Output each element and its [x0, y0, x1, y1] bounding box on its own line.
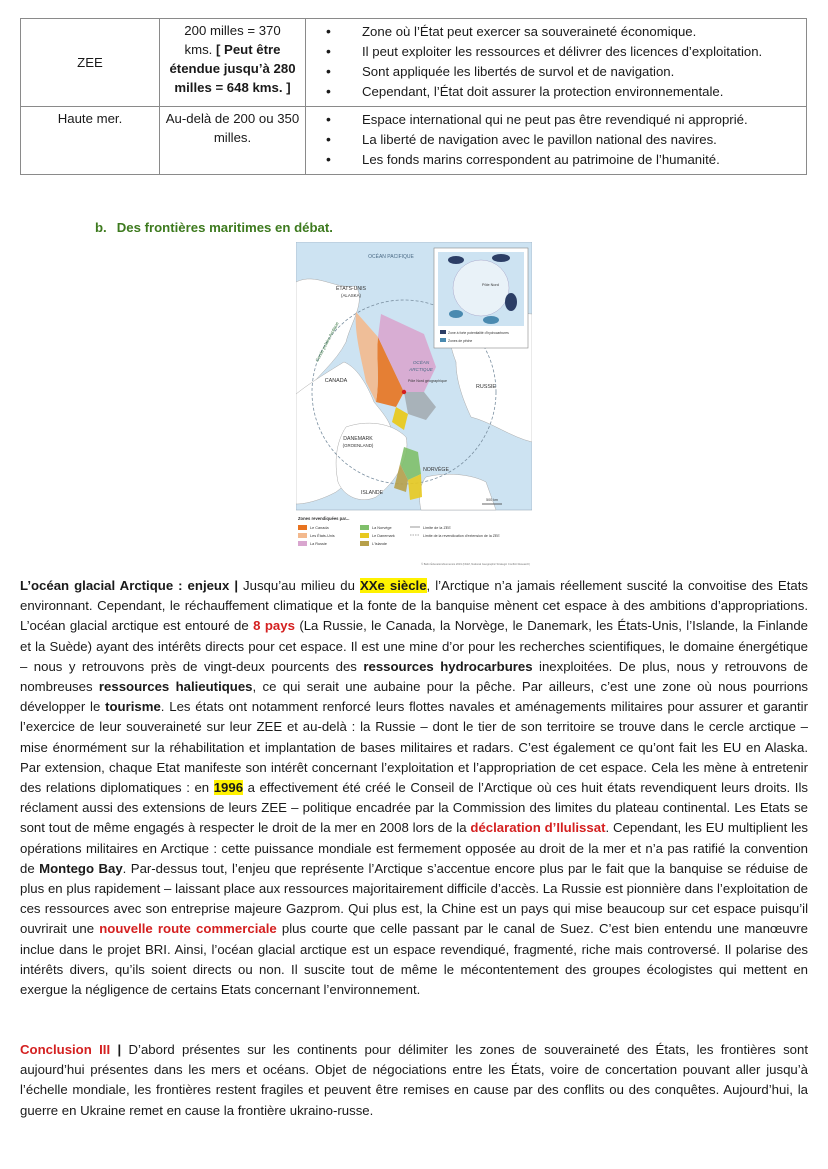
conclusion-paragraph — [20, 1040, 808, 1121]
arctic-map-figure — [296, 242, 532, 572]
description-cell — [306, 107, 807, 175]
table-row — [21, 107, 807, 175]
canada-label: CANADA — [324, 378, 348, 384]
distance-cell — [160, 19, 306, 107]
bullet-list — [314, 22, 800, 101]
inset-ice — [453, 260, 509, 316]
distance-text: 200 milles = 370 — [184, 23, 281, 38]
distance-text: kms. — [184, 42, 213, 57]
inset-hydrocarbon-zone — [505, 293, 517, 311]
highlight-1996: 1996 — [213, 780, 244, 796]
arctic-circle-label: Cercle polaire Arctique — [314, 321, 340, 363]
list-item: • Il peut exploiter les ressources et délivrer des licences d’exploitation. — [314, 42, 800, 61]
inset-pole-label: Pôle Nord — [482, 283, 499, 287]
norway-label: NORVÈGE — [423, 467, 449, 473]
map-credit: © Belin Éducation/Humensis 2019 (NGM, National Geographic Strategic Conflict Research) — [421, 563, 530, 566]
paragraph-text: . Par-dessus tout, l’enjeu que représente l’Arctique s’accentue encore plus par le fait que la banquise se réduise de plus en plus rapidement – laissant place aux ressources majoritairement difficile d’accès. La Russie est pionnière dans l’exploitation de ces ressources avec son entreprise majeure Gazprom. Qui plus est, la Chine est un pays qui mise beaucoup sur cet espace puisqu’il ouvrirait une — [20, 860, 808, 937]
list-item: • La liberté de navigation avec le pavillon national des navires. — [314, 130, 800, 149]
legend-swatch — [360, 525, 369, 530]
ocean-label: OCÉAN — [412, 360, 430, 365]
paragraph-text: Jusqu’au milieu du — [243, 578, 360, 593]
scale-label: 500 km — [486, 498, 498, 502]
distance-extension-text: [ Peut être étendue jusqu’à 280 milles = 648 kms. ] — [169, 42, 296, 95]
highlight-8-pays: 8 pays — [253, 618, 295, 634]
conclusion-text: D’abord présentes sur les continents pour délimiter les zones de souveraineté des États, les frontières sont aujourd’hui présentes dans les mers et océans. Objet de négociations entre les États, voire de concertation pouvant aller jusqu’à l’échelle mondiale, les frontières restent fragiles et peuvent être remises en cause par des conflits ou des conquêtes. Aujourd’hui, la guerre en Ukraine remet en cause la frontière ukraino-russe. — [20, 1042, 808, 1118]
paragraph-text: a effectivement été créé le Conseil de l’Arctique où ces huit états revendiquent leurs droits. Ils réclament aussi des extensions de leurs ZEE – politique encadrée par la Commission des limites du plateau continental. Les Etats se sont tout de même engagés à respecter le droit de la mer en 2008 lors de la — [20, 780, 808, 836]
pole-label: Pôle Nord géographique — [408, 379, 447, 383]
highlight-route-commerciale: nouvelle route commerciale — [99, 921, 277, 937]
north-pole-marker — [402, 390, 406, 394]
greenland-label: (GROENLAND) — [342, 443, 374, 448]
paragraph-text: plus courte que celle passant par le canal de Suez. C’est bien entendu une manœuvre inclue dans le projet BRI. Ainsi, l’océan glacial arctique est un espace revendiqué, fragmenté, riche mais controversé. Il polarise des intérêts divers, qu’ils soient directs ou non. Il suscite tout de même le mécontentement des groupes écologistes qui mettent en exergue la négligence de certains Etats concernant l’environnement. — [20, 921, 809, 998]
list-item: • Zone où l’État peut exercer sa souveraineté économique. — [314, 22, 800, 41]
paragraph-text: (La Russie, le Canada, la Norvège, le Danemark, les États-Unis, l’Islande, la Finlande et la Suède) ayant des intérêts directs pour cet espace. Il est une mine d’or pour les recherches scientifiques, le domaine énergétique – nous y retrouvons près de vingt-deux pourcents des — [20, 618, 808, 674]
zone-name-cell: ZEE — [21, 19, 160, 107]
paragraph-text: . Les états ont notamment renforcé leurs flottes navales et aménagements militaires pour assurer et garantir l’exercice de leur souveraineté sur leur ZEE et au-delà : la Russie – dont le tier de son territoire se trouve dans le cercle arctique – mise énormément sur la réhabilitation et implantation de bases militaires et radars. C’est également ce qu’ont fait les EU en Alaska. Par extension, chaque Etat manifeste son intérêt concernant l’exploitation et l’appropriation de cet espace. Cela les mène à entretenir des relations diplomatiques : en — [20, 699, 808, 796]
legend-item: La Russie — [310, 542, 327, 546]
description-cell — [306, 19, 807, 107]
inset-hydrocarbon-zone — [448, 256, 464, 264]
legend-swatch — [298, 541, 307, 546]
legend-title: Zones revendiquées par... — [298, 516, 350, 521]
legend-item: La Norvège — [372, 526, 392, 530]
legend-item: Les États-Unis — [310, 534, 335, 538]
legend-item: Le Danemark — [372, 534, 395, 538]
usa-label: ÉTATS-UNIS — [335, 286, 367, 292]
paragraph-lead: L’océan glacial Arctique : enjeux — [20, 578, 230, 593]
bold-halieutiques: ressources halieutiques — [98, 679, 253, 695]
inset-legend-swatch — [440, 338, 446, 342]
legend-item: Le Canada — [310, 526, 329, 530]
inset-hydrocarbon-zone — [492, 254, 510, 262]
arctic-map — [296, 242, 532, 572]
legend-swatch — [298, 533, 307, 538]
highlight-century: XXe siècle — [359, 578, 427, 593]
legend-line-text: Limite de la ZEE — [423, 526, 451, 530]
zones-table — [20, 18, 807, 175]
arctique-label: ARCTIQUE — [409, 367, 433, 372]
inset-legend-text: Zone à forte potentialité d’hydrocarbures — [448, 331, 509, 335]
legend-item: L’Islande — [372, 542, 387, 546]
legend-line-text: Limite de la revendication d’extension de la ZEE — [423, 534, 500, 538]
paragraph-separator: | — [110, 1042, 129, 1057]
list-item: • Cependant, l’État doit assurer la protection environnementale. — [314, 82, 800, 101]
paragraph-text: , ce qui serait une aubaine pour la pêche. Par ailleurs, c’est une zone où nous pourrions développer le — [20, 679, 808, 715]
table-row — [21, 19, 807, 107]
paragraph-text: . Cependant, les EU multiplient les opérations militaires en Arctique : cette puissance mondiale est fermement opposée au droit de la mer et n’a pas ratifié la convention de — [20, 820, 809, 876]
paragraph-text: , l’Arctique n’a jamais réellement suscité la convoitise des Etats environnant. Cependant, le réchauffement climatique et la fonte de la banquise mènent cet espace à des ambitions d’appropriations. L’océan glacial arctique est entouré de — [20, 578, 808, 634]
section-number: b. — [95, 220, 107, 235]
pacific-label: OCÉAN PACIFIQUE — [368, 254, 414, 260]
bold-tourisme: tourisme — [105, 699, 161, 715]
list-item: • Sont appliquée les libertés de survol et de navigation. — [314, 62, 800, 81]
legend-swatch — [360, 533, 369, 538]
paragraph-separator: | — [229, 578, 244, 593]
inset-fishing-zone — [449, 310, 463, 318]
inset-legend-swatch — [440, 330, 446, 334]
list-item: • Espace international qui ne peut pas être revendiqué ni approprié. — [314, 110, 800, 129]
iceland-label: ISLANDE — [360, 490, 384, 496]
inset-legend-text: Zones de pêche — [448, 339, 473, 343]
bullet-list — [314, 110, 800, 169]
inset-fishing-zone — [483, 316, 499, 324]
arctic-paragraph — [20, 576, 808, 1000]
legend-swatch — [298, 525, 307, 530]
alaska-label: (ALASKA) — [340, 293, 362, 298]
paragraph-text: inexploitées. De plus, nous y retrouvons de nombreuses — [20, 658, 809, 695]
bold-montego-bay: Montego Bay — [39, 860, 123, 876]
legend-swatch — [360, 541, 369, 546]
list-item: • Les fonds marins correspondent au patrimoine de l’humanité. — [314, 150, 800, 169]
bold-hydrocarbures: ressources hydrocarbures — [363, 658, 533, 674]
section-title-text: Des frontières maritimes en débat. — [116, 220, 333, 235]
highlight-ilulissat: déclaration d’Ilulissat — [470, 820, 606, 836]
section-heading — [95, 220, 333, 235]
russia-label: RUSSIE — [475, 384, 497, 390]
conclusion-lead: Conclusion III — [20, 1042, 111, 1057]
denmark-label: DANEMARK — [343, 436, 373, 442]
zone-name-cell: Haute mer. — [21, 107, 160, 175]
distance-cell: Au-delà de 200 ou 350 milles. — [160, 107, 306, 175]
